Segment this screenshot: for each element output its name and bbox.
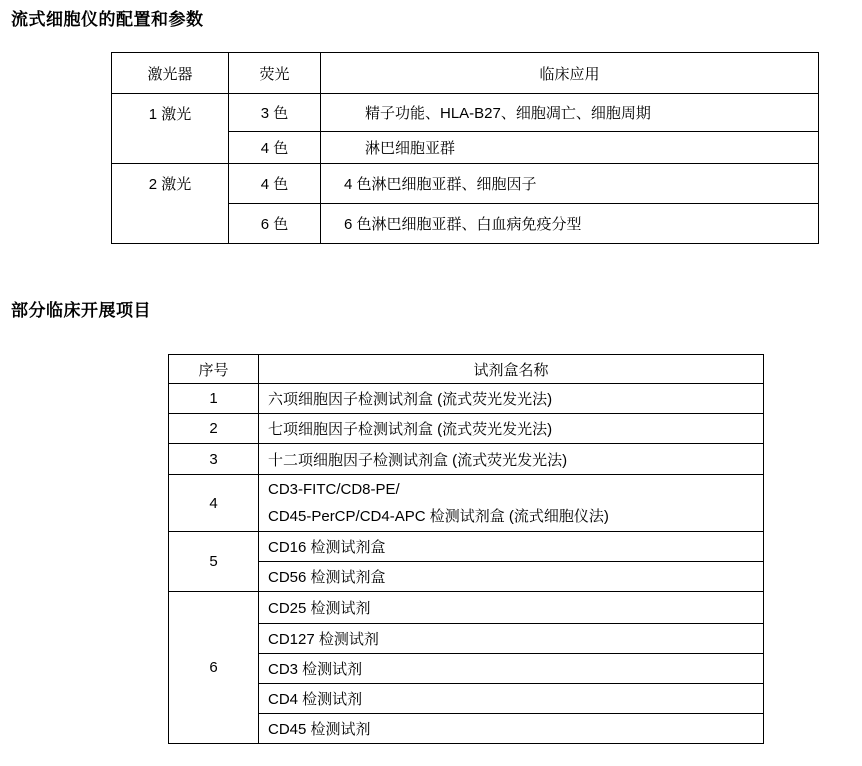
kit-name-cell: CD4 检测试剂 <box>259 684 764 714</box>
table-row <box>112 164 819 204</box>
application-cell: 淋巴细胞亚群 <box>321 132 819 164</box>
laser-cell: 2 激光 <box>112 164 229 244</box>
table-row <box>169 654 764 684</box>
fluorescence-cell: 4 色 <box>229 132 321 164</box>
kit-index-cell: 3 <box>169 444 259 475</box>
table-row <box>169 562 764 592</box>
application-cell: 4 色淋巴细胞亚群、细胞因子 <box>321 164 819 204</box>
kit-name-cell: CD25 检测试剂 <box>259 592 764 624</box>
kit-name-cell: CD16 检测试剂盒 <box>259 532 764 562</box>
kit-name-cell: CD3 检测试剂 <box>259 654 764 684</box>
kit-name-line-2: CD45-PerCP/CD4-APC 检测试剂盒 (流式细胞仪法) <box>268 508 609 525</box>
kit-name-cell: 十二项细胞因子检测试剂盒 (流式荧光发光法) <box>259 444 764 475</box>
kit-name-cell: CD56 检测试剂盒 <box>259 562 764 592</box>
clinical-kits-table <box>168 354 764 744</box>
cytometer-config-table <box>111 52 819 244</box>
fluorescence-cell: 4 色 <box>229 164 321 204</box>
section-title-cytometer-config: 流式细胞仪的配置和参数 <box>11 10 204 29</box>
table-row <box>169 384 764 414</box>
table-row <box>169 475 764 532</box>
index-column-header: 序号 <box>169 355 259 384</box>
section-title-clinical-projects: 部分临床开展项目 <box>11 301 151 320</box>
table-row <box>169 532 764 562</box>
kit-index-cell: 2 <box>169 414 259 444</box>
application-column-header: 临床应用 <box>321 53 819 94</box>
fluorescence-cell: 3 色 <box>229 94 321 132</box>
kit-name-cell: 六项细胞因子检测试剂盒 (流式荧光发光法) <box>259 384 764 414</box>
kit-index-cell: 4 <box>169 475 259 532</box>
table-row <box>169 592 764 624</box>
fluorescence-column-header: 荧光 <box>229 53 321 94</box>
application-cell: 6 色淋巴细胞亚群、白血病免疫分型 <box>321 204 819 244</box>
application-cell: 精子功能、HLA-B27、细胞凋亡、细胞周期 <box>321 94 819 132</box>
fluorescence-cell: 6 色 <box>229 204 321 244</box>
kits-table-header-row <box>169 355 764 384</box>
table-row <box>169 714 764 744</box>
kit-name-cell <box>259 475 764 532</box>
kit-index-cell: 1 <box>169 384 259 414</box>
table-row <box>169 684 764 714</box>
table-row <box>169 444 764 475</box>
kit-index-cell: 6 <box>169 592 259 744</box>
config-table-header-row <box>112 53 819 94</box>
table-row <box>112 94 819 132</box>
laser-column-header: 激光器 <box>112 53 229 94</box>
kit-index-cell: 5 <box>169 532 259 592</box>
table-row <box>169 414 764 444</box>
kit-name-cell: 七项细胞因子检测试剂盒 (流式荧光发光法) <box>259 414 764 444</box>
laser-cell: 1 激光 <box>112 94 229 164</box>
table-row <box>169 624 764 654</box>
kit-name-column-header: 试剂盒名称 <box>259 355 764 384</box>
kit-name-line-1: CD3-FITC/CD8-PE/ <box>268 481 400 498</box>
kit-name-cell: CD45 检测试剂 <box>259 714 764 744</box>
kit-name-cell: CD127 检测试剂 <box>259 624 764 654</box>
